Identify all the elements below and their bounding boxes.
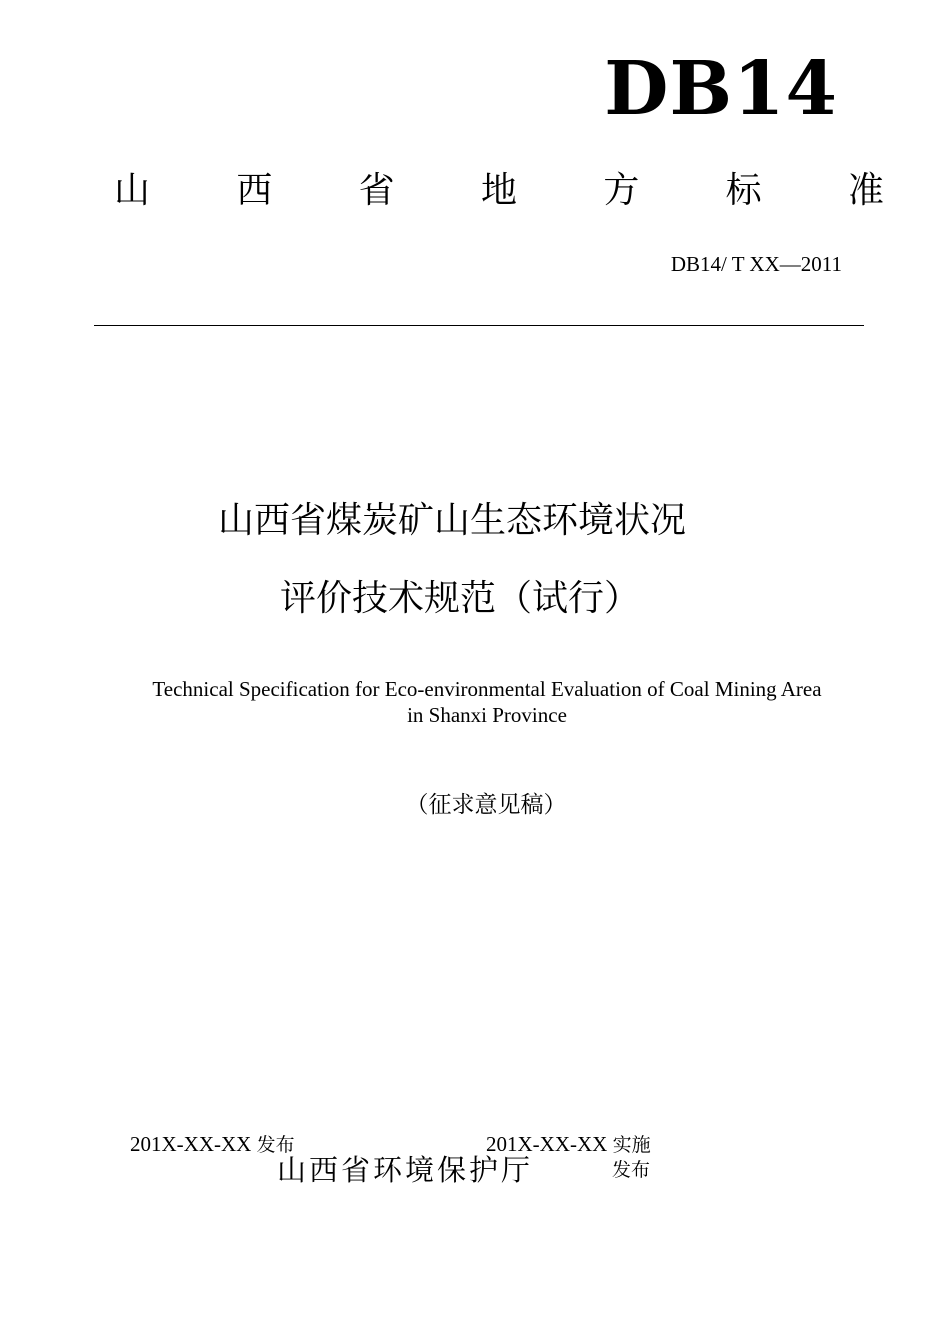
english-title-line-1: Technical Specification for Eco-environmental Evaluation of Coal Mining Area <box>152 677 822 701</box>
effective-date: 201X-XX-XX <box>486 1132 608 1156</box>
standard-type-heading <box>114 160 884 214</box>
effective-label: 实施 <box>612 1134 651 1156</box>
publish-label: 发布 <box>256 1134 295 1156</box>
document-title-line-1: 山西省煤炭矿山生态环境状况 <box>218 500 687 541</box>
issuer-suffix: 发布 <box>612 1159 651 1181</box>
issuing-authority: 山西省环境保护厅 <box>277 1153 534 1187</box>
standard-type-char: 西 <box>236 169 273 211</box>
draft-status: （征求意见稿） <box>405 792 567 818</box>
english-title <box>100 676 874 728</box>
header-divider <box>94 325 864 326</box>
standard-type-char: 省 <box>358 169 395 211</box>
standard-code-logo: DB14 <box>604 46 838 132</box>
standard-number: DB14/ T XX—2011 <box>670 252 842 276</box>
standard-type-char: 方 <box>603 169 640 211</box>
standard-type-char: 地 <box>480 169 517 211</box>
english-title-line-2: in Shanxi Province <box>407 703 567 727</box>
publish-date-line <box>130 1130 295 1159</box>
document-title-line-2: 评价技术规范（试行） <box>280 578 641 619</box>
standard-type-char: 山 <box>114 169 151 211</box>
standard-type-char: 标 <box>725 169 762 211</box>
standard-type-char: 准 <box>847 169 884 211</box>
publish-date: 201X-XX-XX <box>130 1132 252 1156</box>
